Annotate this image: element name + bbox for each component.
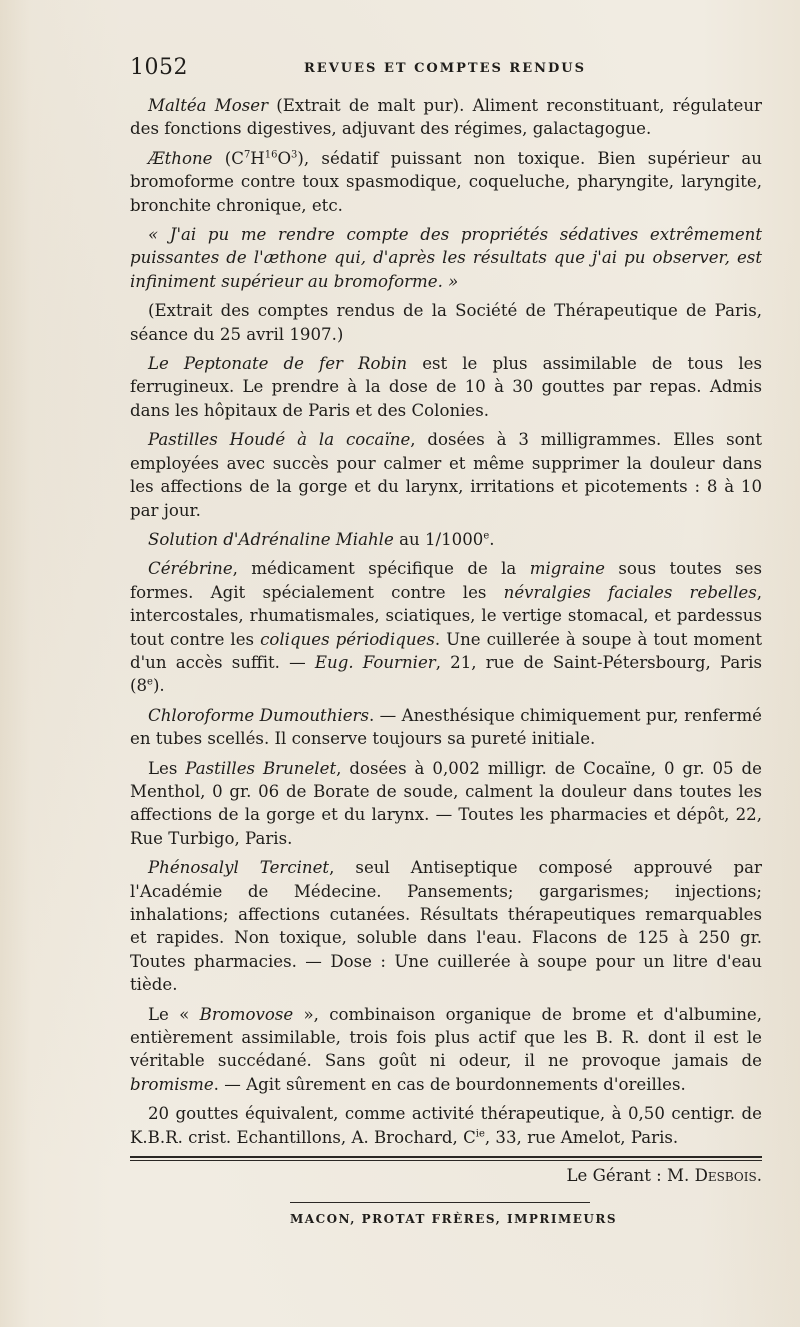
page-header <box>130 55 760 85</box>
footer-rule-thin <box>130 1160 762 1161</box>
text-run: . <box>489 529 495 549</box>
imprint-rule <box>290 1202 590 1203</box>
gerant-name: Desbois <box>694 1166 757 1185</box>
italic-run: Eug. Fournier <box>314 652 436 672</box>
paragraph <box>130 147 762 217</box>
italic-run: Æthone <box>148 148 213 168</box>
paragraph <box>130 1003 762 1097</box>
paragraph <box>130 299 762 346</box>
text-run: H <box>250 148 265 168</box>
text-run: , 33, rue Amelot, Paris. <box>484 1127 679 1147</box>
superscript-run: 3 <box>291 149 298 161</box>
superscript-run: ie <box>475 1128 485 1140</box>
text-run: , dosées à 3 milligrammes. Elles sont employées avec succès pour calmer et même supprimer la douleur dans les affections de la gorge et du larynx, irritations et picotements : 8 à 10 par jour. <box>130 430 762 520</box>
italic-run: Bromovose <box>199 1004 294 1024</box>
gerant-suffix: . <box>756 1166 762 1185</box>
text-run: . — Agit sûrement en cas de bourdonnements d'oreilles. <box>213 1074 686 1094</box>
article-body <box>130 94 762 1155</box>
paragraph <box>130 352 762 422</box>
text-run: sous toutes ses formes. Agit spécialement contre les <box>130 559 763 602</box>
paragraph <box>130 94 762 141</box>
footer-rule-thick <box>130 1156 762 1158</box>
italic-run: Cérébrine <box>148 559 233 579</box>
superscript-run: e <box>147 676 153 688</box>
text-run: ). <box>152 676 165 696</box>
paragraph <box>130 856 762 996</box>
text-run: au 1/1000 <box>393 529 484 549</box>
superscript-run: 16 <box>264 149 278 161</box>
text-run: (Extrait de malt pur). Aliment reconstituant, régulateur des fonctions digestives, adjuvant des régimes, galactagogue. <box>130 96 762 139</box>
italic-run: bromisme <box>130 1074 214 1094</box>
paragraph <box>130 557 762 697</box>
text-run: , intercostales, rhumatismales, sciatiques, le vertige stomacal, et pardessus tout contre les <box>130 582 762 649</box>
text-run: (Extrait des comptes rendus de la Société de Thérapeutique de Paris, séance du 25 avril 1907.) <box>130 301 762 344</box>
paragraph <box>130 757 762 851</box>
text-run: . Une cuillerée à soupe à tout moment d'un accès suffit. — <box>130 629 762 672</box>
superscript-run: 7 <box>243 149 251 161</box>
text-run: (C <box>212 148 244 168</box>
text-run: », combinaison organique de brome et d'albumine, entièrement assimilable, trois fois plus actif que les B. R. dont il est le véritable succédané. Sans goût ni odeur, il ne provoque jamais de <box>130 1004 762 1071</box>
gerant-line <box>567 1166 762 1185</box>
printer-imprint: MACON, PROTAT FRÈRES, IMPRIMEURS <box>290 1212 618 1226</box>
paragraph <box>130 704 762 751</box>
italic-run: « J'ai pu me rendre compte des propriétés sédatives extrêmement puissantes de l'æthone qui, d'après les résultats que j'ai pu observer, est infiniment supérieur au bromoforme. » <box>130 225 762 291</box>
italic-run: migraine <box>529 559 606 579</box>
text-run: , 21, rue de Saint-Pétersbourg, Paris (8 <box>130 652 763 696</box>
text-run: est le plus assimilable de tous les ferrugineux. Le prendre à la dose de 10 à 30 gouttes par repas. Admis dans les hôpitaux de Paris et des Colonies. <box>130 354 762 420</box>
paragraph <box>130 1102 762 1149</box>
running-head: REVUES ET COMPTES RENDUS <box>304 61 586 76</box>
gerant-prefix: Le Gérant : M. <box>566 1166 695 1185</box>
italic-run: Maltéa Moser <box>148 96 269 115</box>
text-run: 20 gouttes équivalent, comme activité thérapeutique, à 0,50 centigr. de K.B.R. crist. Echantillons, A. Brochard, C <box>130 1104 762 1147</box>
italic-run: coliques périodiques <box>260 629 435 649</box>
italic-run: Phénosalyl Tercinet <box>148 858 330 878</box>
italic-run: Solution d'Adrénaline Miahle <box>148 529 394 549</box>
text-run: Les <box>148 758 186 778</box>
page-number: 1052 <box>130 55 188 80</box>
italic-run: Le Peptonate de fer Robin <box>148 354 408 374</box>
text-run: Le « <box>148 1004 200 1024</box>
text-run: ), sédatif puissant non toxique. Bien supérieur au bromoforme contre toux spasmodique, coqueluche, pharyngite, laryngite, bronchite chronique, etc. <box>130 148 762 215</box>
text-run: O <box>277 148 292 168</box>
text-run: , seul Antiseptique composé approuvé par l'Académie de Médecine. Pansements; gargarismes; injections; inhalations; affections cutanées. Résultats thérapeutiques remarquables et rapides. Non toxique, soluble dans l'eau. Flacons de 125 à 250 gr. Toutes pharmacies. — Dose : Une cuillerée à soupe pour un litre d'eau tiède. <box>130 858 762 995</box>
text-run: . — Anesthésique chimiquement pur, renfermé en tubes scellés. Il conserve toujours sa pureté initiale. <box>130 705 763 749</box>
italic-run: Chloroforme Dumouthiers <box>148 705 369 725</box>
paragraph <box>130 223 762 293</box>
text-run: , médicament spécifique de la <box>232 559 530 579</box>
italic-run: Pastilles Houdé à la cocaïne <box>148 430 411 450</box>
paragraph <box>130 428 762 522</box>
paragraph <box>130 528 762 551</box>
text-run: , dosées à 0,002 milligr. de Cocaïne, 0 gr. 05 de Menthol, 0 gr. 06 de Borate de soude, calment la douleur dans toutes les affections de la gorge et du larynx. — Toutes les pharmacies et dépôt, 22, Rue Turbigo, Paris. <box>130 758 762 848</box>
italic-run: Pastilles Brunelet <box>185 758 337 778</box>
superscript-run: e <box>483 530 490 542</box>
italic-run: névralgies faciales rebelles <box>503 582 757 602</box>
